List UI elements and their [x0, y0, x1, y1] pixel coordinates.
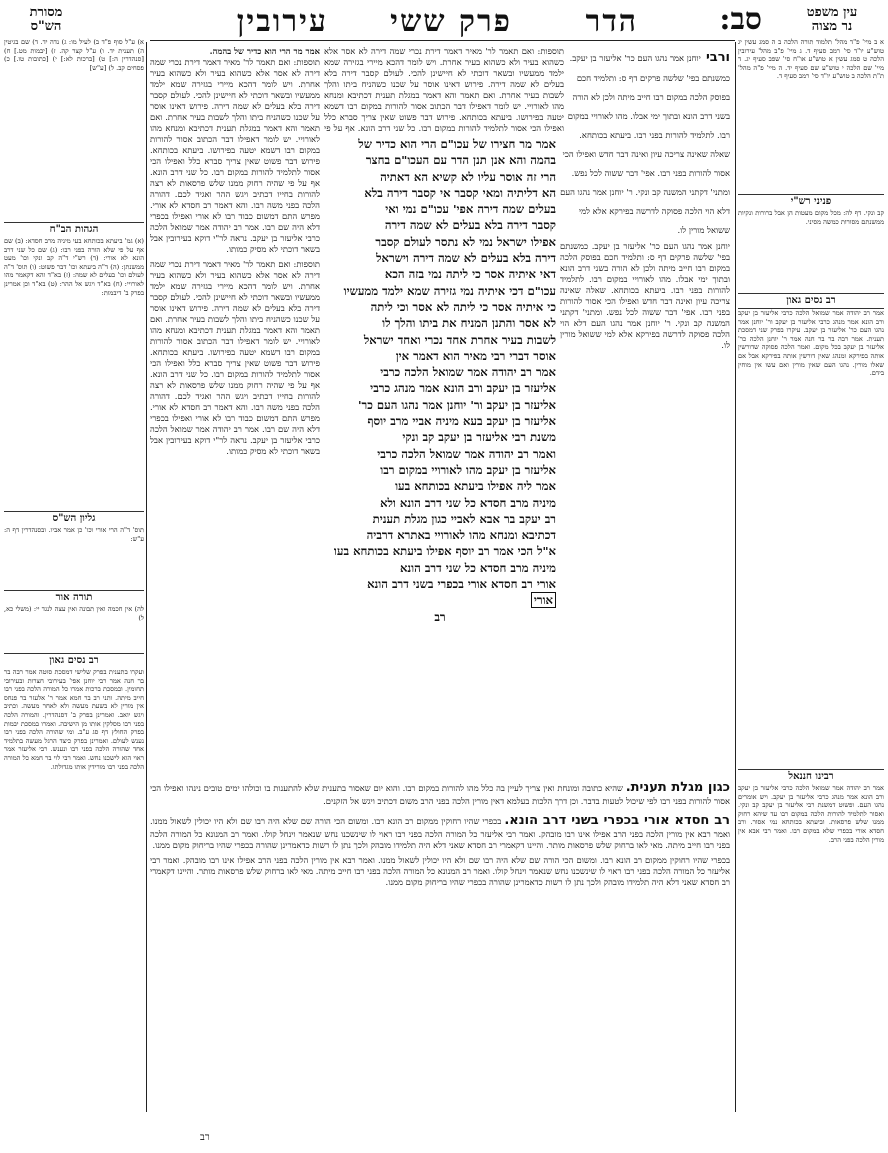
gemara-line: עכו"ם דכי איתיה נמי גזירה שמא ילמד ממעשיו	[343, 283, 556, 298]
gemara-line: אליעזר בן יעקב בעא מיניה אביי מרב יוסף	[367, 414, 556, 429]
gemara-lines	[324, 152, 556, 592]
rabbeinu-chananel-text: אמר רב יהודה אמר שמואל הלכה כרבי אליעזר בן יעקב ורב הונא אמר מנהג כרבי אליעזר בן יעקב. ויש אומרים נהגו העם. ופשוט דמשנת רבי אליעזר בן יעקב קב ונקי. ואסור לתלמיד להורות הלכה במקום רבו עד שיהא רחוק ממנו שלש פרסאות. וביעתא בכותחא נמי אסור. ורב חסדא אורי בכפרי שלא במקום רבו. ואמר רבי אבא אין מורין הלכה בפני הרב.	[738, 784, 884, 844]
gemara-line: לשבות בעיר אחרת אחד נכרי ואחד ישראל	[363, 332, 556, 347]
tosafot-text: תוספות: ואם תאמר לר' מאיר דאמר דירת נכרי שמה דירה לא אסר אלא כשהוא בעיר ולא כשהוא בעיר אחרת. ויש לומר דהכא מיירי בגזירה שמא ילמד ממעשיו ובשאר דוכתי לא חיישינן להכי. לעולם קסבר דירה בלא בעלים לא שמה דירה. פירוש דאינו אוסר על שכנו כשהניח ביתו והלך לשבות בעיר אחרת. ואם תאמר והא דאמר במגלת תענית דכתיבא ומנחא מהו לאורויי. יש לומר דאפילו דבר הכתוב אסור להורות במקום רבו דשמא יטעה בפירושו. ביעתא בכותחא. פירוש דבר פשוט שאין צריך סברא כלל ואפילו הכי אסור לתלמיד להורות במקום רבו. כל שני דרב הונא. אף על פי שהיה רחוק ממנו שלש פרסאות לא רצה להורות בחייו דכתיב ויגש ההר ואגיד לכם. דהורה הלכה בפני משה רבו. והא דאמר רב חסדא לא אורי. מפרש התם דמשום כבוד רבו לא אורי ואפילו בכפרי דלא היה שם רבו. אמר רב יהודה אמר שמואל הלכה כרבי אליעזר בן יעקב. נראה לר"י דוקא בעירובין אבל בשאר דוכתי לא מסיק כמותו.	[150, 57, 320, 254]
gemara-line: לא אסר והתנן המניח את ביתו והלך לו	[382, 316, 556, 331]
gemara-line: בהמה והא אנן תנן הדר עם העכו"ם בחצר	[365, 153, 556, 168]
bottom-rashi-para1	[150, 780, 730, 807]
hashas-label: הש"ס	[30, 19, 62, 34]
rabbeinu-nissim-text: אמר רב יהודה אמר שמואל הלכה כרבי אליעזר בן יעקב ורב הונא אמר מנהג כרבי אליעזר בן יעקב ור' יוחנן אמר נהגו העם כר' אליעזר בן יעקב. עיקרו בפרק שני דמסכת תענית. אמר רבה בר בר חנה אמר ר' יוחנן הלכה כר' אליעזר בן יעקב בכל מקום. ואמר הלכה פסוקה שדורשין אותה בפירקא ומנהג שאין דורשין אותה בפירקא אבל אם שאלו מורין. נהגו העם שאין מורין ואם עשו אין מוחין בידם.	[738, 309, 884, 378]
header-chapter-name: הדר	[585, 4, 638, 39]
gemara-line: מיניה מרב חסדא כל שני דרב הונא ולא	[380, 495, 556, 510]
hagahot-title: הגהות הב"ח	[4, 222, 144, 237]
gemara-line: אמר ליה אפילו ביעתא בכותחא בעו	[395, 479, 556, 494]
rabbeinu-nissim-title: רב נסים גאון	[738, 293, 884, 309]
pninei-rashi-text: קב ונקי. דף לה: מכל מקום מעטות הן אבל ברורות ונקיות ממשנתם מסורות כמשה מסיני.	[738, 209, 884, 226]
tosafot-upper-text: תוספות: ואם תאמר לר' מאיר דאמר דירת נכרי שמה דירה לא אסר אלא כשהוא בעיר ולא כשהוא בעיר אחרת. ויש לומר דהכא מיירי בגזירה שמא ילמד ממעשיו ובשאר דוכתי לא חיישינן להכי. לעולם קסבר דירה בלא בעלים לא שמה דירה. פירוש דאינו אוסר על שכנו כשהניח ביתו והלך לשבות בעיר אחרת. ואם תאמר והא דאמר במגלת תענית דכתיבא ומנחא מהו לאורויי. יש לומר דאפילו דבר הכתוב אסור להורות במקום רבו דשמא יטעה בפירושו. ביעתא בכותחא. פירוש דבר פשוט שאין צריך סברא כלל ואפילו הכי אסור לתלמיד להורות במקום רבו. כל שני דרב הונא. אף על פי	[324, 46, 564, 133]
bottom-rashi-text: שהיא כתובה ומונחת ואין צריך לעיין בה כלל מהו להורות במקום רבו. והוא יום שאסור בתענית שלא להתענות בו וכולהו ימים טובים נינהו ואפילו הכי אסור להורות בפני רבו לפי שיכול לטעות בדבר. וכן דרך הלכות בעלמא דאין מורין הלכה בפני הרב משום דכתיב ויגש אל הזקנים.	[150, 783, 730, 806]
gemara-line: אוסר דברי רבי מאיר הוא דאמר אין	[395, 348, 556, 363]
hagahot-text: (א) גמ' ביעתא בכותחא בעי מיניה מרב חסדא: (ב) שם אף על פי שלא הורה בפני רבו: (ג) שם כל שני דרב הונא לא אורי: (ד) רש"י ד"ה קב ונקי וכו' מעט ממשנתן: (ה) ד"ה ביעתא וכו' דבר פשוט: (ו) תוס' ד"ה לעולם וכו' בעלים לא שמה: (ז) בא"ד והא דקאמר מהו לאורויי: (ח) בא"ד ויגש אל ההר: (ט) בא"ד וכן אמרינן בפרק ב' דיבמות:	[4, 237, 144, 297]
left-margin	[4, 38, 144, 1108]
gemara-column	[324, 136, 556, 776]
gemara-line: רב יעקב בר אבא לאביי כגון מגלת תענית	[372, 511, 556, 526]
rashi-opening-word: ורבי	[705, 50, 730, 65]
gemara-line: כי איתיה אסר כי ליתה לא אסר וכי ליתה	[370, 299, 556, 314]
gemara-closing: רב	[434, 609, 446, 624]
header-rule	[150, 40, 735, 41]
gemara-line: קסבר דירה בלא בעלים לא שמה דירה	[384, 218, 556, 233]
tosafot-heading: אמר מר הרי הוא כדיר של בהמה.	[209, 46, 320, 56]
bottom-rashi-para2	[150, 813, 730, 851]
gemara-line: ואמר רב יהודה אמר שמואל הלכה כרבי	[377, 446, 556, 461]
gilyon-title: גליון הש"ס	[4, 511, 144, 526]
gemara-line: דירה בלא בעלים לא שמה דירה וישראל	[376, 251, 556, 266]
right-margin-rule	[735, 42, 736, 1112]
bottom-commentary	[150, 780, 730, 1120]
bottom-rav-heading: רב חסדא אורי בכפרי בשני דרב הונא.	[504, 813, 730, 828]
gemara-line: מיניה מרב חסדא כל שני דרב הונא	[399, 560, 556, 575]
header-daf: סב:	[719, 2, 762, 37]
header-tractate: עירובין	[236, 4, 328, 39]
gemara-line: הא דליתיה ומאי קסבר אי קסבר דירה בלא	[364, 185, 556, 200]
tosafot-upper	[324, 46, 564, 134]
bottom-rav-text: בכפרי שהיו רחוקין ממקום רב הונא רבו. ומשום הכי הורה שם שלא היה רבו שם ולא היו יכולין לשאול ממנו. ואמר רבא אין מורין הלכה בפני הרב אפילו אינו רבו מובהק. ואמר רבי אליעזר כל המורה הלכה בפני רבו ראוי לו שינשכנו נחש שנאמר וינחל קולו. ואמר רב המנונא כל המורה הלכה בפני רבו חייב מיתה. מאי לאו ברחוק שלש פרסאות מותר. והיינו דקאמרי רב חסדא שאני דלא היה תלמידו מובהק ולכך נתן לו רשות כדאמרינן שהורה בכפרי שהיו בריחוק מקום ממנו.	[150, 816, 730, 850]
gemara-line: דכתיבא ומנחא מהו לאורויי באתרא דרביה	[366, 528, 556, 543]
rashi-text: יוחנן אמר נהגו העם כר' אליעזר בן יעקב. כמשנתם בפי' שלשה פרקים דף ס: ותלמיד חכם בפוסק הלכה במקום רבו חייב מיתה ולכן לא הורה בשני דרב הונא ובתוך ימי אבלו. מהו לאורויי במקום רבו. לתלמיד להורות בפני רבו. ביעתא בכותחא. שאלה שאינה צריכה עיון ואינה דבר חדש ואפילו הכי אסור להורות בפני רבו. אפי' דבר ששוה לכל נפש. ומתני' דקתני המשנה קב ונקי. ר' יוחנן אמר נהגו העם דלא הוי הלכה פסוקה לדרשה בפירקא אלא למי ששואל מורין לו.	[560, 53, 730, 235]
gemara-line: בעלים שמה דירה אפי' עכו"ם נמי ואי	[385, 202, 556, 217]
ein-mishpat-text: א ב מיי' פ"ד מהל' תלמוד תורה הלכה ב ה סמג עשין יג טוש"ע יו"ד סי' רמב סעיף ד. ג מיי' פ"ב מהל' עירובין הלכה ט סמג עשין א טוש"ע או"ח סי' שפב סעיף יג. ד מיי' שם הלכה י טוש"ע שם סעיף יד. ה מיי' פ"ה מהל' ת"ת הלכה ב טוש"ע יו"ד סי' רמב סעיף ד.	[738, 38, 884, 81]
torah-or-title: תורה אור	[4, 590, 144, 605]
gemara-line: אפילו ישראל נמי לא נתסר לעולם קסבר	[375, 234, 556, 249]
page-footer-mark: רב	[200, 1132, 210, 1143]
ner-mitzva-label: נר מצוה	[811, 19, 853, 34]
pninei-rashi-title: פניני רש"י	[738, 194, 884, 209]
gemara-boxed-line	[324, 592, 556, 608]
torah-or-text: לה) אין חכמה ואין תבונה ואין עצה לנגד יי: (משלי כא, ל)	[4, 605, 144, 622]
gemara-line: אליעזר בן יעקב ורב הונא אמר מנהג כרבי	[370, 381, 556, 396]
right-margin	[738, 38, 884, 958]
gemara-line: דאי איתיה אסר כי ליתה נמי בזה הכא	[384, 267, 556, 282]
ein-mishpat-label: עין משפט	[806, 5, 858, 20]
tosafot-text-continued: תוספות: ואם תאמר לר' מאיר דאמר דירת נכרי שמה דירה לא אסר אלא כשהוא בעיר ולא כשהוא בעיר אחרת. ויש לומר דהכא מיירי בגזירה שמא ילמד ממעשיו ובשאר דוכתי לא חיישינן להכי. לעולם קסבר דירה בלא בעלים לא שמה דירה. פירוש דאינו אוסר על שכנו כשהניח ביתו והלך לשבות בעיר אחרת. ואם תאמר והא דאמר במגלת תענית דכתיבא ומנחא מהו לאורויי. יש לומר דאפילו דבר הכתוב אסור להורות במקום רבו דשמא יטעה בפירושו. ביעתא בכותחא. פירוש דבר פשוט שאין צריך סברא כלל ואפילו הכי אסור לתלמיד להורות במקום רבו. כל שני דרב הונא. אף על פי שהיה רחוק ממנו שלש פרסאות לא רצה להורות בחייו דכתיב ויגש ההר ואגיד לכם. דהורה הלכה בפני משה רבו. והא דאמר רב חסדא לא אורי. מפרש התם דמשום כבוד רבו לא אורי ואפילו בכפרי דלא היה שם רבו. אמר רב יהודה אמר שמואל הלכה כרבי אליעזר בן יעקב. נראה לר"י דוקא בעירובין אבל בשאר דוכתי לא מסיק כמותו.	[150, 259, 320, 456]
header-chapter: פרק ששי	[390, 4, 512, 39]
header-right-label	[782, 6, 882, 34]
gilyon-text: תוס' ד"ה הרי אורי וכו' כן אמר אביו. ובסנהדרין דף ה: ע"ש:	[4, 526, 144, 543]
bottom-rashi-heading: כגון מגלת תענית.	[625, 780, 730, 795]
gemara-line: אורי רב חסדא אורי בכפרי בשני דרב הונא	[367, 577, 556, 592]
gemara-line: משנת רבי אליעזר בן יעקב קב ונקי	[402, 430, 556, 445]
rashi-text-continued: יוחנן אמר נהגו העם כר' אליעזר בן יעקב. כמשנתם בפי' שלשה פרקים דף ס: ותלמיד חכם בפוסק הלכה במקום רבו חייב מיתה ולכן לא הורה בשני דרב הונא ובתוך ימי אבלו. מהו לאורויי במקום רבו. לתלמיד להורות בפני רבו. ביעתא בכותחא. שאלה שאינה צריכה עיון ואינה דבר חדש ואפילו הכי אסור להורות בפני רבו. אפי' דבר ששוה לכל נפש. ומתני' דקתני המשנה קב ונקי. ר' יוחנן אמר נהגו העם דלא הוי הלכה פסוקה לדרשה בפירקא אלא למי ששואל מורין לו.	[560, 241, 730, 350]
gemara-line: אליעזר בן יעקב מהו לאורויי במקום רבו	[380, 462, 556, 477]
header-left-label	[6, 6, 86, 34]
gemara-line: הרי זה אוסר עליו לא קשיא הא דאתיה	[380, 169, 556, 184]
rabbeinu-chananel-title: רבינו חננאל	[738, 769, 884, 784]
rabbeinu-nissim-left-title: רב נסים גאון	[4, 653, 144, 668]
masoret-hashas-text: א) ע"ל סוף פ"ד ב) לעיל מו: ג) נדה יד. ד) שם בגיטין ה) תענית יד. ו) ע"ל קצר קה. ז) [יבמות מט.] ח) [סנהדרין ה:] ט) [ברכות לא:] י) [כתובות טו.] כ) פסחים קב. ל) [ע"ש]	[4, 38, 144, 72]
gemara-line: אמר רב יהודה אמר שמואל הלכה כרבי	[380, 365, 556, 380]
gemara-line: א"ל הכי אמר רב יוסף אפילו ביעתא בכותחא בעו	[333, 544, 556, 559]
left-margin-rule	[146, 42, 147, 1112]
gemara-opening: אמר מר חצירו של עכו"ם הרי הוא כדיר של	[358, 137, 556, 151]
gemara-boxed-word: אורי	[531, 592, 556, 608]
masoret-label: מסורת	[29, 5, 63, 20]
gemara-line: אליעזר בן יעקב ור' יוחנן אמר נהגו העם כר'	[357, 397, 556, 412]
bottom-rashi-para3: בכפרי שהיו רחוקין ממקום רב הונא רבו. ומשום הכי הורה שם שלא היה רבו שם ולא היו יכולין לשאול ממנו. ואמר רבא אין מורין הלכה בפני הרב אפילו אינו רבו מובהק. ואמר רבי אליעזר כל המורה הלכה בפני רבו ראוי לו שינשכנו נחש שנאמר וינחל קולו. ואמר רב המנונא כל המורה הלכה בפני רבו חייב מיתה. מאי לאו ברחוק שלש פרסאות מותר. והיינו דקאמרי רב חסדא שאני דלא היה תלמידו מובהק ולכך נתן לו רשות כדאמרינן שהורה בכפרי שהיו בריחוק מקום ממנו.	[150, 855, 730, 887]
rabbeinu-nissim-left-text: ועקרו בתענית בפרק שלישי דמסכת סוטה אמר רבה בר בר חנה אמר רבי יוחנן אפי' בעירובי חצרות ובעירובי תחומין. ובמסכת ברכות אמרו כל המורה הלכה בפני רבו חייב מיתה. ותני רב בר חמא אמר ר' אלעזר בר פנחס אין מורין לא בשעת מעשה ולא לאחר מעשה. וכתיב ויגש יואב. ואמרינן בפרק ב' דסנהדרין. והמורה הלכה בפני רבו מסלקין אותו מן הישיבה. ואמרו במסכת יבמות בפרק החולץ דף סג ע"ב. ומי שהורה הלכה בפני רבו נענש לעולם. ואמרינן בפרק כיצד הרגל מעשה בתלמיד אחד שהורה הלכה בפני רבו ונענש. רבי אליעזר אמר ראוי הוא לישכנו נחש. ואמר רבי לוי בר חמא כל המורה הלכה בפני רבו מורידין אותו מגדולתו.	[4, 668, 144, 771]
